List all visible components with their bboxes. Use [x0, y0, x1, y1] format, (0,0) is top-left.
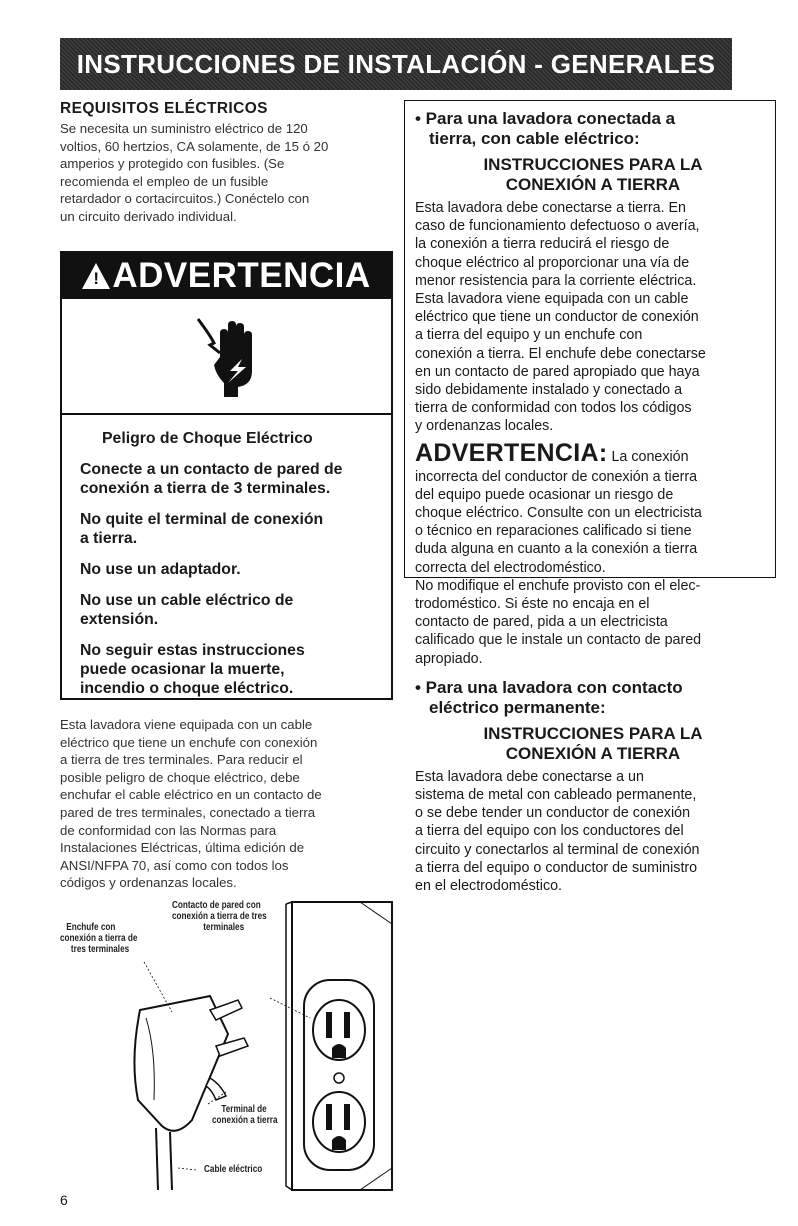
text-line: voltios, 60 hertzios, CA solamente, de 15 ó 20: [60, 138, 329, 154]
advertencia-line: [415, 438, 775, 468]
advertencia-word: ADVERTENCIA:: [415, 438, 608, 467]
advertencia-first: La conexión: [611, 448, 689, 465]
page-banner: [60, 38, 732, 90]
text-line: recomienda el empleo de un fusible: [60, 173, 269, 189]
warning-triangle-icon: [82, 263, 110, 289]
text-line: pared de tres terminales, conectado a tierra: [60, 804, 316, 820]
text-line: ANSI/NFPA 70, así como con todos los: [60, 857, 289, 873]
text-line: amperios y protegido con fusibles. (Se: [60, 156, 285, 172]
text-line: retardador o cortacircuitos.) Conéctelo con: [60, 191, 310, 207]
warning-item: No quite el terminal de conexión a tierra.: [80, 511, 324, 547]
warning-item: No seguir estas instrucciones puede ocasionar la muerte, incendio o choque eléctrico.: [80, 642, 305, 697]
text-line: un circuito derivado individual.: [60, 208, 237, 224]
requisitos-heading: REQUISITOS ELÉCTRICOS: [60, 100, 268, 117]
requisitos-text: [60, 120, 396, 226]
label-enchufe: Enchufe con conexión a tierra de tres terminales: [60, 921, 138, 955]
text-line: Esta lavadora viene equipada con un cable: [60, 717, 313, 732]
text-line: Se necesita un suministro eléctrico de 120: [60, 121, 308, 136]
cable-paragraph-text: [60, 716, 396, 892]
warning-title: ADVERTENCIA: [112, 256, 371, 295]
warning-item: Peligro de Choque Eléctrico: [102, 430, 313, 447]
text-line: a tierra de tres terminales. Para reducir el: [60, 752, 303, 768]
text-line: de conformidad con las Normas para: [60, 822, 277, 838]
requisitos-section: [60, 100, 396, 226]
banner-title: INSTRUCCIONES DE INSTALACIÓN - GENERALES: [76, 48, 716, 79]
warning-body: [62, 415, 391, 698]
warning-item: Conecte a un contacto de pared de conexión a tierra de 3 terminales.: [80, 461, 343, 497]
section1-bullet: • Para una lavadora conectada a tierra, con cable eléctrico:: [415, 109, 676, 148]
page-number: 6: [60, 1192, 68, 1208]
advertencia-text: incorrecta del conductor de conexión a tierra del equipo puede ocasionar un riesgo de choque eléctrico. Consulte con un electricista o técnico en reparaciones calificado si tiene duda alguna en cuanto a la conexión a tierra correcta del electrodoméstico. No modifique el enchufe provisto con el elec- trodoméstico. Si éste no encaja en el contacto de pared, pida a un electricista calificado que le instale un contacto de pared apropiado.: [415, 468, 702, 667]
text-line: enchufar el cable eléctrico en un contacto de: [60, 787, 322, 803]
plug-outlet-diagram: [60, 900, 400, 1220]
warning-item: No use un adaptador.: [80, 561, 241, 578]
section1-subheading: INSTRUCCIONES PARA LA CONEXIÓN A TIERRA: [483, 155, 703, 194]
text-line: códigos y ordenanzas locales.: [60, 875, 237, 891]
section1-text: Esta lavadora debe conectarse a tierra. En caso de funcionamiento defectuoso o avería, la conexión a tierra reducirá el riesgo de choque eléctrico al proporcionar una vía de menor resistencia para la corriente eléctrica. Esta lavadora viene equipada con un cable eléctrico que tiene un conductor de conexión a tierra del equipo y un enchufe con conexión a tierra. El enchufe debe conectarse en un contacto de pared apropiado que haya sido debidamente instalado y conectado a tierra de conformidad con todos los códigos y ordenanzas locales.: [415, 200, 706, 435]
section2-text: Esta lavadora debe conectarse a un sistema de metal con cableado permanente, o se debe tender un conductor de conexión a tierra del equipo con los conductores del circuito y conectarlos al terminal de conexión a tierra del equipo o conductor de suministro en el electrodoméstico.: [415, 768, 700, 895]
section2-bullet: • Para una lavadora con contacto eléctrico permanente:: [415, 677, 683, 717]
cable-paragraph: [60, 714, 396, 892]
text-line: posible peligro de choque eléctrico, debe: [60, 769, 300, 785]
section2-subheading: INSTRUCCIONES PARA LA CONEXIÓN A TIERRA: [483, 723, 703, 763]
label-terminal: Terminal de conexión a tierra: [212, 1103, 278, 1126]
label-contacto: Contacto de pared con conexión a tierra de tres terminales: [172, 899, 267, 933]
grounding-instructions-box: [404, 100, 776, 895]
warning-box: [60, 251, 393, 700]
electrical-shock-hazard-icon: [62, 299, 391, 415]
warning-header: [62, 253, 391, 299]
warning-symbol: !: [93, 269, 100, 288]
text-line: eléctrico que tiene un enchufe con conexión: [60, 734, 318, 750]
label-cable: Cable eléctrico: [204, 1163, 263, 1175]
text-line: Instalaciones Eléctricas, última edición de: [60, 840, 305, 856]
warning-item: No use un cable eléctrico de extensión.: [80, 592, 294, 628]
